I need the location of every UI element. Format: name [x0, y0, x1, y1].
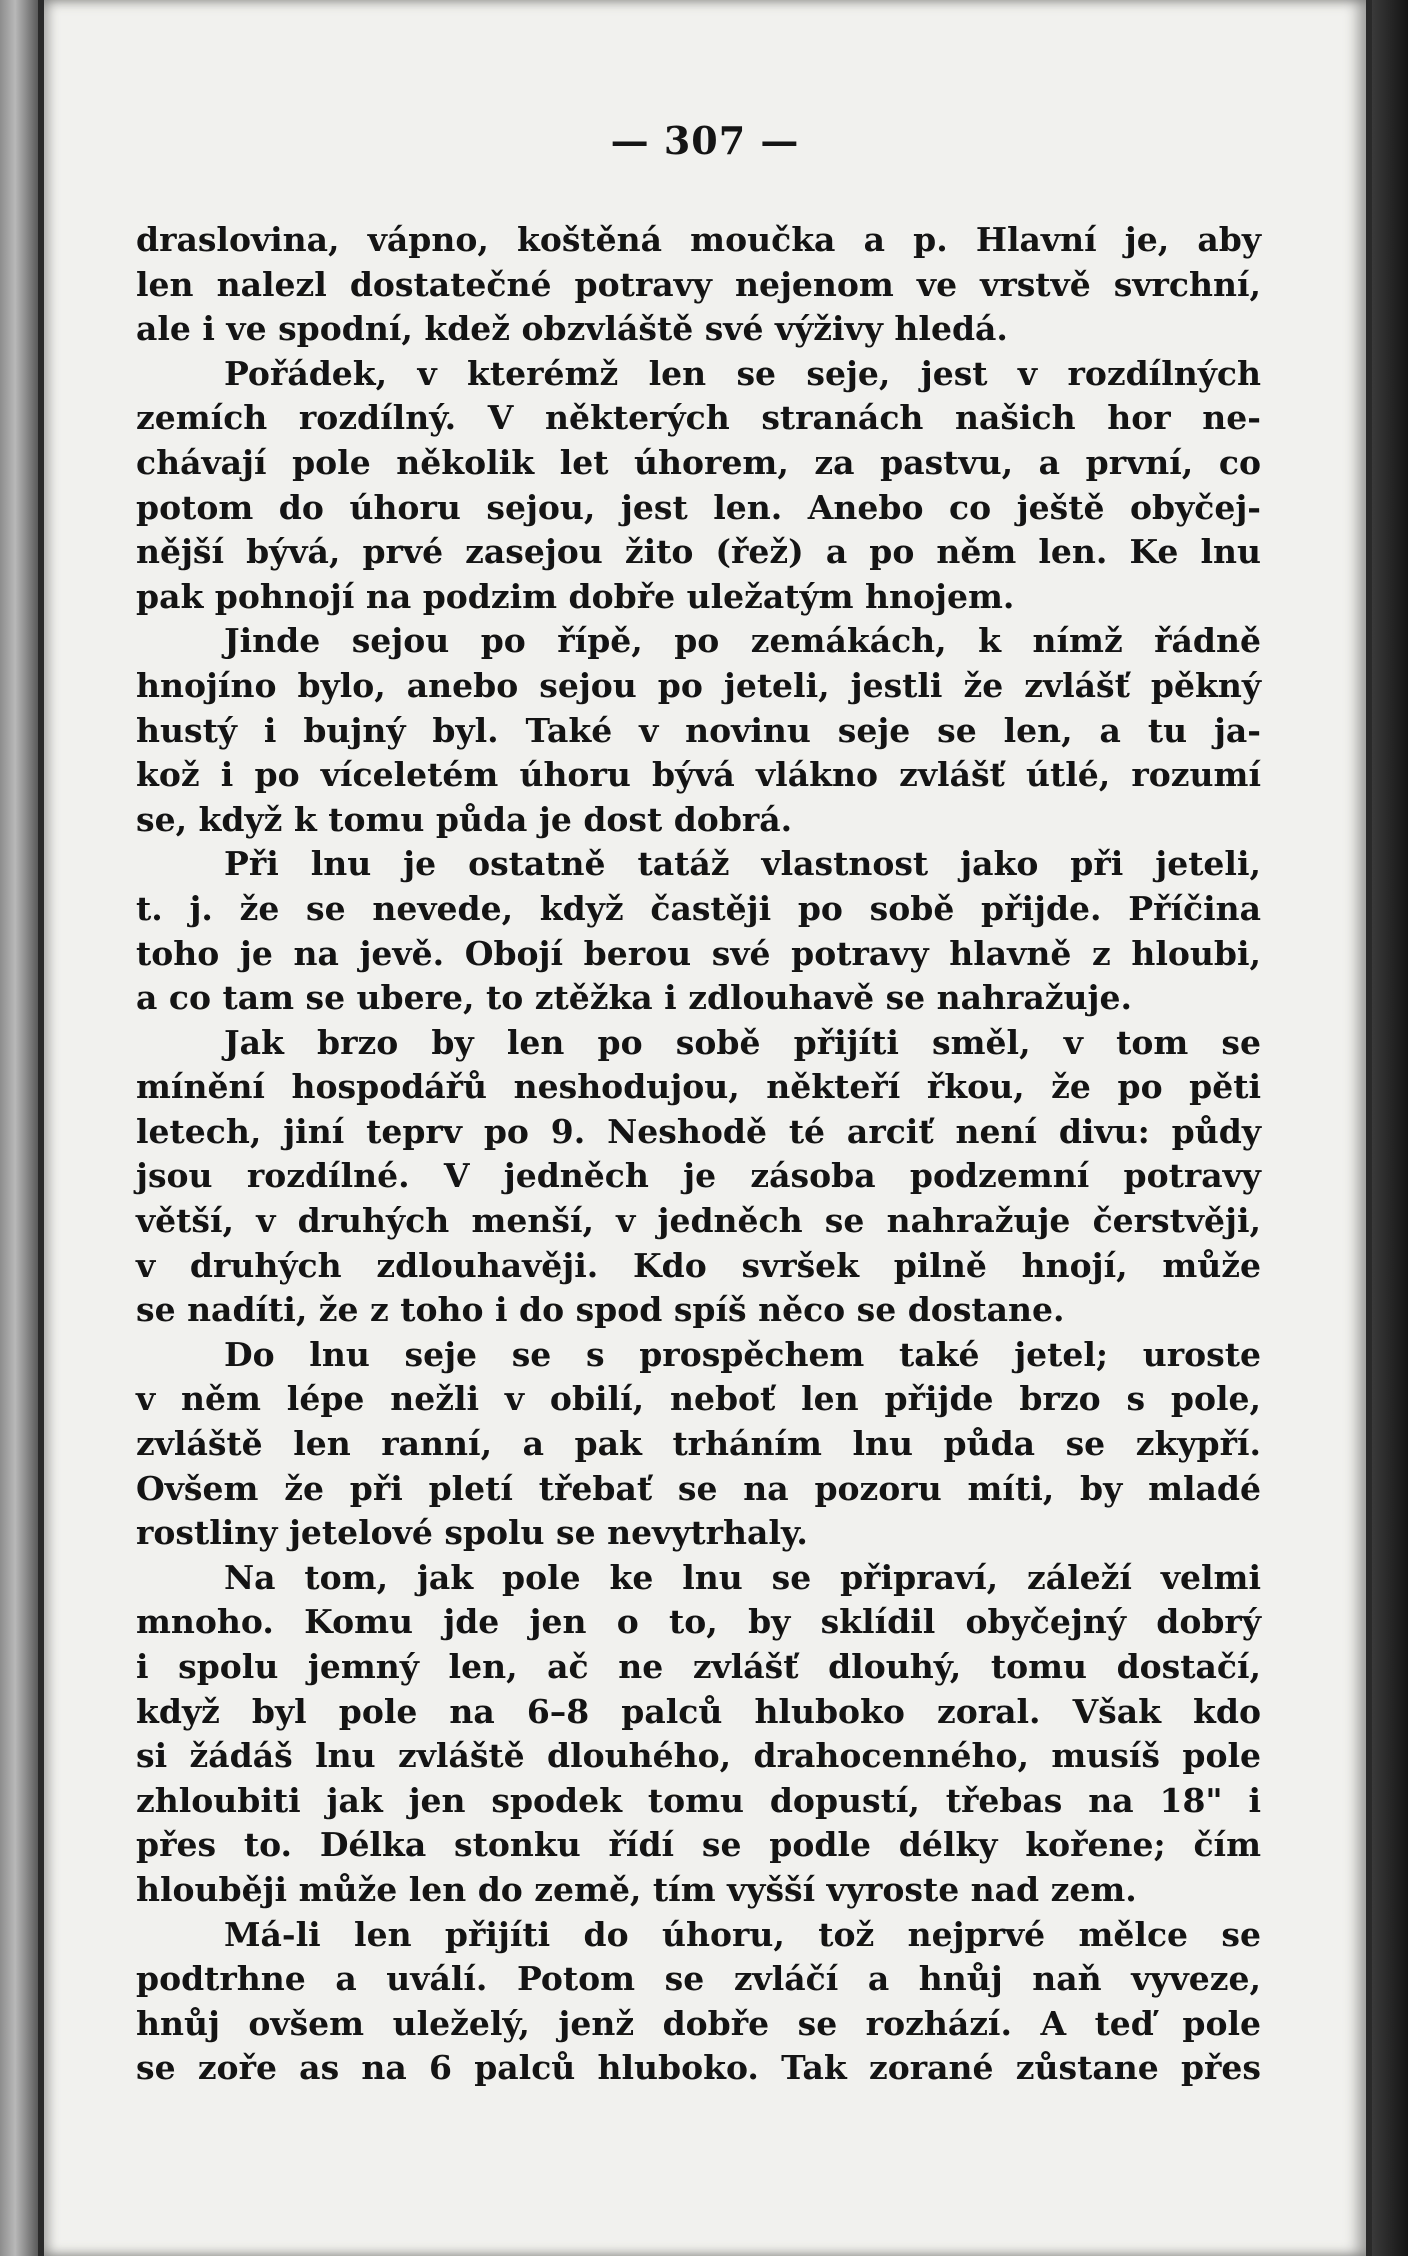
text-line: toho je na jevě. Obojí berou své potravy hlavně z hloubi, — [136, 933, 1261, 973]
text-line: a co tam se ubere, to ztěžka i zdlouhavě se nahražuje. — [136, 978, 1132, 1018]
text-line: zhloubiti jak jen spodek tomu dopustí, třebas na 18" i — [136, 1780, 1261, 1820]
text-line: Do lnu seje se s prospěchem také jetel; uroste — [224, 1334, 1261, 1374]
text-line: větší, v druhých menší, v jedněch se nahražuje čerstvěji, — [136, 1201, 1261, 1241]
text-line: zemích rozdílný. V některých stranách našich hor ne- — [136, 398, 1261, 438]
text-line: Ovšem že při pletí třebať se na pozoru míti, by mladé — [136, 1468, 1261, 1508]
text-line: si žádáš lnu zvláště dlouhého, drahocenného, musíš pole — [136, 1736, 1261, 1776]
page-edge-left — [0, 0, 38, 2256]
text-line: hustý i bujný byl. Také v novinu seje se len, a tu ja- — [136, 710, 1261, 750]
page-number: — 307 — — [610, 118, 800, 163]
text-line: letech, jiní teprv po 9. Neshodě té arciť není divu: půdy — [136, 1111, 1261, 1151]
text-line: když byl pole na 6–8 palců hluboko zoral. Však kdo — [136, 1691, 1261, 1731]
body-text — [136, 218, 1261, 2091]
text-line: ale i ve spodní, kdež obzvláště své výživy hledá. — [136, 309, 1008, 349]
text-line: pak pohnojí na podzim dobře uležatým hnojem. — [136, 576, 1015, 616]
book-page — [44, 0, 1366, 2256]
text-line: Pořádek, v kterémž len se seje, jest v rozdílných — [224, 353, 1261, 393]
text-line: mnoho. Komu jde jen o to, by sklídil obyčejný dobrý — [136, 1602, 1261, 1642]
text-line: zvláště len ranní, a pak trháním lnu půda se zkypří. — [136, 1424, 1261, 1464]
text-line: hnojíno bylo, anebo sejou po jeteli, jestli že zvlášť pěkný — [136, 665, 1261, 705]
page-edge-right — [1372, 0, 1408, 2256]
text-line: Na tom, jak pole ke lnu se připraví, záleží velmi — [224, 1557, 1261, 1597]
text-line: Má-li len přijíti do úhoru, tož nejprvé mělce se — [224, 1914, 1261, 1954]
text-line: mínění hospodářů neshodujou, někteří řkou, že po pěti — [136, 1067, 1261, 1107]
text-line: kož i po víceletém úhoru bývá vlákno zvlášť útlé, rozumí — [136, 755, 1261, 795]
text-line: i spolu jemný len, ač ne zvlášť dlouhý, tomu dostačí, — [136, 1647, 1261, 1686]
text-line: t. j. že se nevede, když častěji po sobě přijde. Příčina — [136, 888, 1261, 928]
text-line: rostliny jetelové spolu se nevytrhaly. — [136, 1513, 808, 1553]
text-line: se, když k tomu půda je dost dobrá. — [136, 799, 793, 839]
text-line: v něm lépe nežli v obilí, neboť len přijde brzo s pole, — [136, 1379, 1261, 1419]
text-line: hlouběji může len do země, tím vyšší vyroste nad zem. — [136, 1869, 1137, 1909]
text-line: v druhých zdlouhavěji. Kdo svršek pilně hnojí, může — [136, 1245, 1261, 1285]
text-line: nější bývá, prvé zasejou žito (řež) a po něm len. Ke lnu — [136, 532, 1261, 572]
text-line: se zoře as na 6 palců hluboko. Tak zorané zůstane přes — [136, 2048, 1261, 2088]
text-line: potom do úhoru sejou, jest len. Anebo co ještě obyčej- — [136, 487, 1261, 527]
text-line: jsou rozdílné. V jedněch je zásoba podzemní potravy — [136, 1156, 1261, 1196]
text-line: se nadíti, že z toho i do spod spíš něco se dostane. — [136, 1290, 1065, 1330]
text-line: draslovina, vápno, koštěná moučka a p. Hlavní je, aby — [136, 220, 1261, 259]
text-line: chávají pole několik let úhorem, za pastvu, a první, co — [136, 442, 1261, 482]
text-line: přes to. Délka stonku řídí se podle délky kořene; čím — [136, 1825, 1261, 1865]
text-line: Jak brzo by len po sobě přijíti směl, v tom se — [224, 1022, 1261, 1062]
text-line: Jinde sejou po řípě, po zemákách, k nímž řádně — [224, 621, 1261, 661]
text-line: hnůj ovšem uleželý, jenž dobře se rozhází. A teď pole — [136, 2003, 1261, 2043]
text-line: len nalezl dostatečné potravy nejenom ve vrstvě svrchní, — [136, 264, 1261, 304]
text-line: Při lnu je ostatně tatáž vlastnost jako při jeteli, — [224, 844, 1261, 884]
text-line: podtrhne a uválí. Potom se zvláčí a hnůj naň vyveze, — [136, 1959, 1261, 1999]
